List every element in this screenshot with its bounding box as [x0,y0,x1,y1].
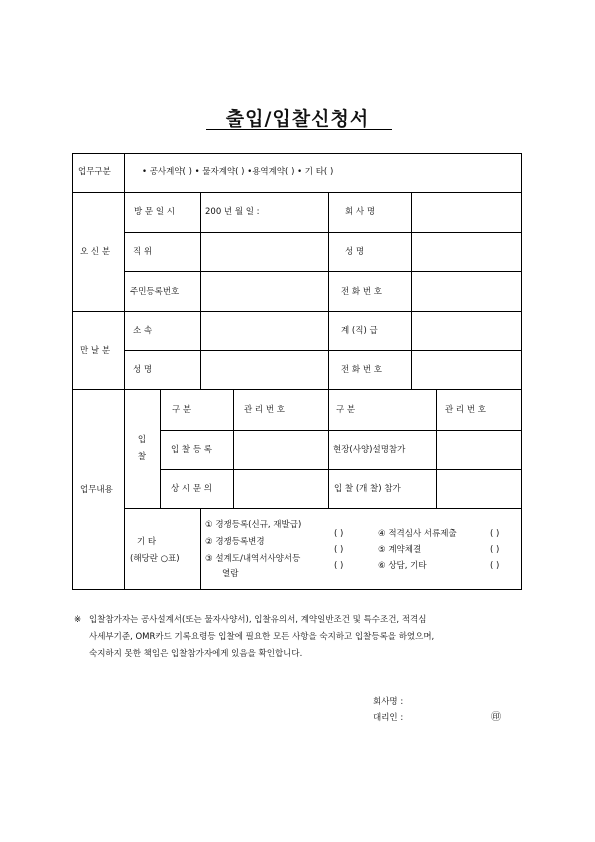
site-briefing-label: 현장(사양)설명참가 [333,445,406,455]
etc-check-5[interactable]: ( ) [490,545,500,555]
bid-registration-label: 입 찰 등 록 [171,445,212,455]
etc-item-6: ⑥ 상담, 기타 [378,561,427,571]
visitor-phone-label: 전 화 번 호 [341,287,382,297]
etc-item-5: ⑤ 계약체결 [378,545,422,555]
etc-item-3: ③ 설계도/내역서사양서등 [205,554,301,564]
bid-opening-label: 입 찰 (개 찰) 참가 [334,484,401,494]
etc-item-2: ② 경쟁등록변경 [205,537,265,547]
etc-item-3-cont: 열람 [222,569,239,579]
visitor-name-label: 성 명 [345,247,365,257]
note-mark: ※ [74,615,82,625]
etc-check-4[interactable]: ( ) [490,529,500,539]
form-title: 출입/입찰신청서 [225,108,370,130]
etc-item-4: ④ 적격심사 서류제출 [378,529,457,539]
host-name-label: 성 명 [133,365,153,375]
host-dept-label: 소 속 [133,326,153,336]
col-type2-header: 구 분 [336,405,356,415]
seal-mark: ㊞ [491,712,501,723]
resident-number-label: 주민등록번호 [130,287,180,297]
visit-date-value[interactable]: 200 년 월 일 : [205,207,260,217]
note-line-3: 숙지하지 못한 책임은 입찰참가자에게 있음을 확인합니다. [89,649,303,659]
work-section-label: 업무내용 [80,485,113,495]
etc-item-1: ① 경쟁등록(신규, 재발급) [205,520,302,530]
note-line-1: 입찰참가자는 공사설계서(또는 물자사양서), 입찰유의서, 계약일반조건 및 특수조건, 적격심 [89,615,427,625]
host-section-label: 만 날 분 [80,346,111,356]
visitor-section-label: 오 신 분 [80,247,111,257]
business-type-options[interactable]: • 공사계약( ) • 물자계약( ) •용역계약( ) • 기 타( ) [142,167,334,177]
signature-company-label: 회사명 : [373,697,404,707]
host-rank-label: 계 (직) 급 [341,326,378,336]
business-type-label: 업무구분 [78,167,111,177]
etc-check-3[interactable]: ( ) [334,561,344,571]
inquiry-label: 상 시 문 의 [171,484,212,494]
etc-check-2[interactable]: ( ) [334,545,344,555]
bid-label: 입 찰 [137,435,147,462]
etc-check-1[interactable]: ( ) [334,529,344,539]
etc-sub-label: (해당란 ○표) [130,554,180,564]
col-type-header: 구 분 [172,405,192,415]
col-manage-no2-header: 관 리 번 호 [445,405,486,415]
col-manage-no-header: 관 리 번 호 [244,405,285,415]
etc-label: 기 타 [137,537,157,547]
visit-date-label: 방 문 일 시 [134,207,175,217]
signature-agent-label: 대리인 : [373,713,404,723]
company-name-label: 회 사 명 [345,207,376,217]
visitor-position-label: 직 위 [133,247,153,257]
etc-check-6[interactable]: ( ) [490,561,500,571]
host-phone-label: 전 화 번 호 [341,365,382,375]
note-line-2: 사세부기준, OMR카드 기록요령등 입찰에 필요한 모든 사항을 숙지하고 입찰등록을 하였으며, [89,632,435,642]
